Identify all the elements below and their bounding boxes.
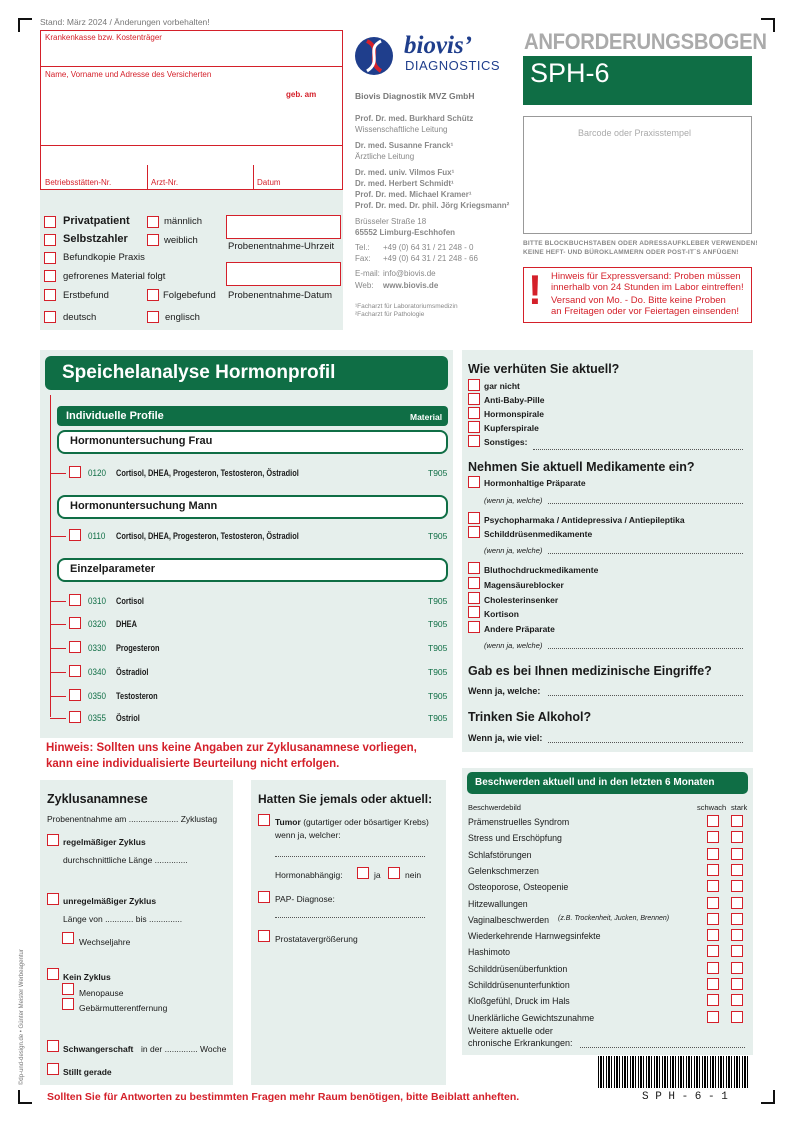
chol-med-label: Cholesterinsenker bbox=[484, 595, 559, 605]
test-0350-checkbox[interactable] bbox=[69, 689, 81, 701]
beschwerde-schwach-checkbox[interactable] bbox=[707, 1011, 719, 1023]
psycho-med-label: Psychopharmaka / Antidepressiva / Antiepileptika bbox=[484, 515, 685, 525]
express-line-4: an Freitagen oder vor Feiertagen einsenden! bbox=[551, 306, 740, 317]
zyklus-probe: Probenentnahme am ..................... Zyklustag bbox=[47, 814, 218, 824]
beschwerde-stark-checkbox[interactable] bbox=[731, 913, 743, 925]
beschwerde-stark-checkbox[interactable] bbox=[731, 945, 743, 957]
maennlich-checkbox[interactable] bbox=[147, 216, 159, 228]
insurance-box bbox=[40, 30, 343, 190]
alkohol-title: Trinken Sie Alkohol? bbox=[468, 710, 592, 724]
blut-med-label: Bluthochdruckmedikamente bbox=[484, 565, 599, 575]
beschwerde-label: Schilddrüsenüberfunktion bbox=[468, 963, 568, 974]
kort-med-label: Kortison bbox=[484, 609, 519, 619]
chol-med-checkbox[interactable] bbox=[468, 592, 480, 604]
test-0110-checkbox[interactable] bbox=[69, 529, 81, 541]
lab-web-label: Web: bbox=[355, 281, 374, 290]
beschwerde-stark-checkbox[interactable] bbox=[731, 815, 743, 827]
probedatum-label: Probenentnahme-Datum bbox=[228, 290, 333, 301]
magen-med-checkbox[interactable] bbox=[468, 577, 480, 589]
befundkopie-checkbox[interactable] bbox=[44, 252, 56, 264]
tree-branch bbox=[50, 648, 66, 649]
beschwerde-label: Schlafstörungen bbox=[468, 849, 532, 860]
lab-mail-label: E-mail: bbox=[355, 269, 380, 278]
test-0340-checkbox[interactable] bbox=[69, 665, 81, 677]
regel-laenge: durchschnittliche Länge .............. bbox=[63, 855, 188, 865]
test-code: 0340 bbox=[88, 667, 106, 678]
lab-tel-label: Tel.: bbox=[355, 243, 370, 252]
stillt-label: Stillt gerade bbox=[63, 1067, 112, 1077]
section-title: Speichelanalyse Hormonprofil bbox=[62, 362, 336, 383]
test-material: T905 bbox=[428, 643, 448, 653]
beschwerde-label: Osteoporose, Osteopenie bbox=[468, 882, 569, 893]
unregel-checkbox[interactable] bbox=[47, 893, 59, 905]
weitere-line-2: chronische Erkrankungen: bbox=[468, 1038, 573, 1048]
kein-zyklus-label: Kein Zyklus bbox=[63, 972, 111, 982]
lab-p1-role: Wissenschaftliche Leitung bbox=[355, 125, 448, 134]
lab-fax: +49 (0) 64 31 / 21 248 - 66 bbox=[383, 254, 478, 263]
test-material: T905 bbox=[428, 691, 448, 701]
verhueten-title: Wie verhüten Sie aktuell? bbox=[468, 362, 620, 376]
psycho-med-checkbox[interactable] bbox=[468, 512, 480, 524]
beschwerde-label: Gelenkschmerzen bbox=[468, 865, 539, 876]
cycle-hint-line-2: kann eine individualisierte Beurteilung nicht erfolgen. bbox=[46, 758, 340, 770]
verhueten-checkbox[interactable] bbox=[468, 407, 480, 419]
material-label: Material bbox=[410, 412, 443, 422]
beschwerde-label: Vaginalbeschwerden bbox=[468, 914, 550, 925]
lab-street: Brüsseler Straße 18 bbox=[355, 217, 427, 226]
tumor-label bbox=[275, 817, 429, 827]
beschwerden-title: Beschwerden aktuell und in den letzten 6 Monaten bbox=[475, 777, 715, 788]
hormonab-label: Hormonabhängig: bbox=[275, 870, 343, 880]
beschwerde-stark-checkbox[interactable] bbox=[731, 864, 743, 876]
gebaer-checkbox[interactable] bbox=[62, 998, 74, 1010]
vag-note: (z.B. Trockenheit, Jucken, Brennen) bbox=[558, 915, 670, 922]
andere-med-which: (wenn ja, welche) bbox=[484, 641, 543, 650]
date-label: Datum bbox=[257, 178, 281, 187]
beschwerde-schwach-checkbox[interactable] bbox=[707, 831, 719, 843]
verhueten-label: Kupferspirale bbox=[484, 423, 539, 433]
meno-label: Menopause bbox=[79, 988, 124, 998]
andere-med-label: Andere Präparate bbox=[484, 624, 555, 634]
privatpatient-label: Privatpatient bbox=[63, 215, 130, 227]
hormonab-ja-checkbox[interactable] bbox=[357, 867, 369, 879]
no-clips-note: KEINE HEFT- UND BÜROKLAMMERN ODER POST-IT´S ANFÜGEN! bbox=[523, 249, 739, 256]
frau-label: Hormonuntersuchung Frau bbox=[70, 435, 213, 447]
test-0120-checkbox[interactable] bbox=[69, 466, 81, 478]
schild-med-label: Schilddrüsenmedikamente bbox=[484, 529, 593, 539]
test-code: 0355 bbox=[88, 713, 106, 724]
deutsch-checkbox[interactable] bbox=[44, 311, 56, 323]
uhrzeit-input[interactable] bbox=[226, 215, 341, 239]
tree-branch bbox=[50, 672, 66, 673]
verhueten-checkbox[interactable] bbox=[468, 421, 480, 433]
tumor-checkbox[interactable] bbox=[258, 814, 270, 826]
weitere-input[interactable] bbox=[580, 1047, 745, 1048]
meno-checkbox[interactable] bbox=[62, 983, 74, 995]
tree-branch bbox=[50, 536, 66, 537]
beschwerde-stark-checkbox[interactable] bbox=[731, 1011, 743, 1023]
beschwerde-stark-checkbox[interactable] bbox=[731, 929, 743, 941]
crop-mark-bl bbox=[18, 1090, 32, 1104]
test-material: T905 bbox=[428, 468, 448, 478]
lab-p6: Prof. Dr. med. Dr. phil. Jörg Kriegsmann² bbox=[355, 201, 510, 210]
verhueten-label: Anti-Baby-Pille bbox=[484, 395, 545, 405]
wechsel-label: Wechseljahre bbox=[79, 937, 131, 947]
express-exclamation-icon: ! bbox=[528, 266, 542, 313]
test-material: T905 bbox=[428, 713, 448, 723]
beschwerde-schwach-checkbox[interactable] bbox=[707, 880, 719, 892]
side-credit: ©dp-und-design.de • Günter Meister Werbeagentur bbox=[19, 949, 25, 1085]
express-line-2: innerhalb von 24 Stunden im Labor eintreffen! bbox=[551, 282, 744, 293]
test-0355-checkbox[interactable] bbox=[69, 711, 81, 723]
pap-checkbox[interactable] bbox=[258, 891, 270, 903]
regel-checkbox[interactable] bbox=[47, 834, 59, 846]
beschwerden-col-label: Beschwerdebild bbox=[468, 803, 521, 812]
lab-name: Biovis Diagnostik MVZ GmbH bbox=[355, 91, 475, 101]
schwanger-label: Schwangerschaft bbox=[63, 1044, 134, 1054]
hormon-med-which: (wenn ja, welche) bbox=[484, 496, 543, 505]
wechsel-checkbox[interactable] bbox=[62, 932, 74, 944]
gebaer-label: Gebärmutterentfernung bbox=[79, 1003, 168, 1013]
uhrzeit-label: Probenentnahme-Uhrzeit bbox=[228, 241, 335, 252]
gefroren-checkbox[interactable] bbox=[44, 270, 56, 282]
deutsch-label: deutsch bbox=[63, 312, 97, 323]
verhueten-label: Hormonspirale bbox=[484, 409, 544, 419]
lab-footnote-2: ²Facharzt für Pathologie bbox=[355, 311, 425, 318]
beschwerde-schwach-checkbox[interactable] bbox=[707, 913, 719, 925]
test-name: Cortisol, DHEA, Progesteron, Testosteron, Östradiol bbox=[116, 468, 299, 478]
unregel-laenge: Länge von ............ bis .............. bbox=[63, 914, 183, 924]
lab-p4: Dr. med. Herbert Schmidt¹ bbox=[355, 179, 454, 188]
test-code: 0310 bbox=[88, 596, 106, 607]
barcode-stamp-label: Barcode oder Praxisstempel bbox=[578, 128, 692, 138]
prostata-checkbox[interactable] bbox=[258, 930, 270, 942]
lab-fax-label: Fax: bbox=[355, 254, 371, 263]
maennlich-label: männlich bbox=[164, 216, 203, 227]
hormonab-nein-checkbox[interactable] bbox=[388, 867, 400, 879]
selbstzahler-label: Selbstzahler bbox=[63, 233, 128, 245]
tree-branch bbox=[50, 601, 66, 602]
test-name: Progesteron bbox=[116, 643, 160, 653]
test-0320-checkbox[interactable] bbox=[69, 617, 81, 629]
englisch-label: englisch bbox=[165, 312, 200, 323]
name-label: Name, Vorname und Adresse des Versicherten bbox=[45, 70, 212, 79]
test-name: DHEA bbox=[116, 619, 137, 629]
betriebsstaette-label: Betriebsstätten-Nr. bbox=[45, 178, 112, 187]
form-title: ANFORDERUNGSBOGEN bbox=[524, 29, 767, 54]
stark-col-label: stark bbox=[731, 803, 748, 812]
beschwerde-stark-checkbox[interactable] bbox=[731, 831, 743, 843]
beschwerde-schwach-checkbox[interactable] bbox=[707, 962, 719, 974]
beschwerde-label: Wiederkehrende Harnwegsinfekte bbox=[468, 931, 601, 942]
unregel-label: unregelmäßiger Zyklus bbox=[63, 896, 157, 906]
lab-footnote-1: ¹Facharzt für Laboratoriumsmedizin bbox=[355, 303, 458, 310]
beschwerde-label: Schilddrüsenunterfunktion bbox=[468, 980, 570, 990]
tree-branch bbox=[50, 624, 66, 625]
lab-tel: +49 (0) 64 31 / 21 248 - 0 bbox=[383, 243, 474, 252]
test-code: 0330 bbox=[88, 643, 106, 654]
medikamente-title: Nehmen Sie aktuell Medikamente ein? bbox=[468, 460, 695, 474]
pap-label: PAP- Diagnose: bbox=[275, 894, 335, 904]
beschwerde-schwach-checkbox[interactable] bbox=[707, 848, 719, 860]
profiles-label: Individuelle Profile bbox=[66, 410, 164, 422]
erstbefund-checkbox[interactable] bbox=[44, 289, 56, 301]
alkohol-input[interactable] bbox=[548, 742, 743, 743]
verhueten-checkbox[interactable] bbox=[468, 435, 480, 447]
privatpatient-checkbox[interactable] bbox=[44, 216, 56, 228]
test-name: Östriol bbox=[116, 713, 140, 723]
express-line-3: Versand von Mo. - Do. Bitte keine Proben bbox=[551, 295, 726, 306]
lab-city: 65552 Limburg-Eschhofen bbox=[355, 228, 456, 237]
probedatum-input[interactable] bbox=[226, 262, 341, 286]
beschwerde-stark-checkbox[interactable] bbox=[731, 848, 743, 860]
weiblich-checkbox[interactable] bbox=[147, 234, 159, 246]
selbstzahler-checkbox[interactable] bbox=[44, 234, 56, 246]
tumor-label-detail: (gutartiger oder bösartiger Krebs) bbox=[303, 817, 429, 827]
lab-p5: Prof. Dr. med. Michael Kramer¹ bbox=[355, 190, 472, 199]
einzel-label: Einzelparameter bbox=[70, 563, 155, 575]
folgebefund-checkbox[interactable] bbox=[147, 289, 159, 301]
stand-note: Stand: März 2024 / Änderungen vorbehalten! bbox=[40, 17, 210, 27]
befundkopie-label: Befundkopie Praxis bbox=[63, 252, 145, 263]
arzt-nr-label: Arzt-Nr. bbox=[151, 178, 179, 187]
beschwerde-schwach-checkbox[interactable] bbox=[707, 929, 719, 941]
beschwerde-schwach-checkbox[interactable] bbox=[707, 945, 719, 957]
beschwerde-schwach-checkbox[interactable] bbox=[707, 897, 719, 909]
beschwerde-schwach-checkbox[interactable] bbox=[707, 815, 719, 827]
kort-med-checkbox[interactable] bbox=[468, 606, 480, 618]
test-code: 0350 bbox=[88, 691, 106, 702]
test-name: Cortisol, DHEA, Progesteron, Testosteron, Östradiol bbox=[116, 531, 299, 541]
eingriffe-label: Wenn ja, welche: bbox=[468, 686, 541, 696]
test-0330-checkbox[interactable] bbox=[69, 641, 81, 653]
beschwerde-label: Unerklärliche Gewichtszunahme bbox=[468, 1012, 595, 1023]
test-name: Östradiol bbox=[116, 667, 149, 677]
blut-med-checkbox[interactable] bbox=[468, 562, 480, 574]
lab-web: www.biovis.de bbox=[383, 281, 439, 290]
hormonab-ja-label: ja bbox=[374, 870, 381, 880]
englisch-checkbox[interactable] bbox=[147, 311, 159, 323]
form-code: SPH-6 bbox=[530, 58, 610, 88]
test-0310-checkbox[interactable] bbox=[69, 594, 81, 606]
verhueten-checkbox[interactable] bbox=[468, 393, 480, 405]
logo-sub: DIAGNOSTICS bbox=[405, 58, 501, 73]
kein-zyklus-checkbox[interactable] bbox=[47, 968, 59, 980]
verhueten-label: gar nicht bbox=[484, 381, 520, 391]
crop-mark-br bbox=[761, 1090, 775, 1104]
stillt-checkbox[interactable] bbox=[47, 1063, 59, 1075]
test-material: T905 bbox=[428, 667, 448, 677]
footer-note: Sollten Sie für Antworten zu bestimmten Fragen mehr Raum benötigen, bitte Beiblatt anheften. bbox=[47, 1091, 520, 1103]
test-material: T905 bbox=[428, 531, 448, 541]
express-line-1: Hinweis für Expressversand: Proben müssen bbox=[551, 271, 741, 282]
magen-med-label: Magensäureblocker bbox=[484, 580, 564, 590]
beschwerde-label: Kloßgefühl, Druck im Hals bbox=[468, 996, 570, 1007]
gefroren-label: gefrorenes Material folgt bbox=[63, 271, 166, 282]
form-barcode bbox=[598, 1056, 749, 1088]
beschwerde-schwach-checkbox[interactable] bbox=[707, 864, 719, 876]
lab-p3: Dr. med. univ. Vilmos Fux¹ bbox=[355, 168, 455, 177]
beschwerde-schwach-checkbox[interactable] bbox=[707, 978, 719, 990]
weiblich-label: weiblich bbox=[164, 235, 198, 246]
barcode-text: S P H - 6 - 1 bbox=[642, 1091, 728, 1103]
verhueten-checkbox[interactable] bbox=[468, 379, 480, 391]
lab-p1: Prof. Dr. med. Burkhard Schütz bbox=[355, 114, 474, 123]
block-letters-note: BITTE BLOCKBUCHSTABEN ODER ADRESSAUFKLEBER VERWENDEN! bbox=[523, 240, 758, 247]
eingriffe-title: Gab es bei Ihnen medizinische Eingriffe? bbox=[468, 664, 712, 678]
test-material: T905 bbox=[428, 619, 448, 629]
crop-mark-tl bbox=[18, 18, 32, 32]
schwanger-checkbox[interactable] bbox=[47, 1040, 59, 1052]
alkohol-label: Wenn ja, wie viel: bbox=[468, 733, 543, 743]
beschwerde-stark-checkbox[interactable] bbox=[731, 994, 743, 1006]
tumor-welcher: wenn ja, welcher: bbox=[275, 830, 341, 840]
test-code: 0120 bbox=[88, 468, 106, 479]
hormon-med-label: Hormonhaltige Präparate bbox=[484, 478, 586, 488]
cycle-hint-line-1: Hinweis: Sollten uns keine Angaben zur Zyklusanamnese vorliegen, bbox=[46, 742, 417, 754]
test-code: 0320 bbox=[88, 619, 106, 630]
lab-p2-role: Ärztliche Leitung bbox=[355, 152, 415, 161]
lab-mail: info@biovis.de bbox=[383, 269, 436, 278]
beschwerde-label: Hashimoto bbox=[468, 947, 511, 958]
beschwerde-label: Prämenstruelles Syndrom bbox=[468, 817, 570, 827]
zyklus-title: Zyklusanamnese bbox=[47, 792, 148, 806]
regel-label: regelmäßiger Zyklus bbox=[63, 837, 146, 847]
beschwerde-label: Stress und Erschöpfung bbox=[468, 833, 562, 844]
test-material: T905 bbox=[428, 596, 448, 606]
hormon-med-checkbox[interactable] bbox=[468, 476, 480, 488]
tree-branch bbox=[50, 473, 66, 474]
tree-branch bbox=[50, 718, 66, 719]
tree-line bbox=[50, 395, 57, 717]
insurance-label: Krankenkasse bzw. Kostenträger bbox=[45, 33, 162, 42]
mann-label: Hormonuntersuchung Mann bbox=[70, 500, 218, 512]
hormonab-nein-label: nein bbox=[405, 870, 422, 880]
birthdate-label: geb. am bbox=[286, 90, 317, 99]
tree-branch bbox=[50, 696, 66, 697]
biovis-logo-icon bbox=[355, 37, 393, 75]
logo-name: biovis’ bbox=[404, 32, 473, 59]
lab-p2: Dr. med. Susanne Franck¹ bbox=[355, 141, 454, 150]
prostata-label: Prostatavergrößerung bbox=[275, 934, 358, 944]
tumor-label-bold: Tumor bbox=[275, 817, 301, 827]
hatten-title: Hatten Sie jemals oder aktuell: bbox=[258, 792, 433, 806]
test-name: Testosteron bbox=[116, 691, 158, 701]
schild-med-checkbox[interactable] bbox=[468, 526, 480, 538]
erstbefund-label: Erstbefund bbox=[63, 290, 109, 301]
weitere-line-1: Weitere aktuelle oder bbox=[468, 1026, 553, 1036]
beschwerde-stark-checkbox[interactable] bbox=[731, 897, 743, 909]
folgebefund-label: Folgebefund bbox=[163, 290, 216, 301]
eingriffe-input[interactable] bbox=[548, 695, 743, 696]
schwanger-woche: in der .............. Woche bbox=[141, 1044, 227, 1054]
schild-med-which: (wenn ja, welche) bbox=[484, 546, 543, 555]
beschwerde-schwach-checkbox[interactable] bbox=[707, 994, 719, 1006]
test-name: Cortisol bbox=[116, 596, 144, 606]
verhueten-label: Sonstiges: bbox=[484, 437, 528, 447]
test-code: 0110 bbox=[88, 531, 106, 542]
beschwerde-stark-checkbox[interactable] bbox=[731, 880, 743, 892]
beschwerde-stark-checkbox[interactable] bbox=[731, 962, 743, 974]
andere-med-checkbox[interactable] bbox=[468, 621, 480, 633]
beschwerde-label: Hitzewallungen bbox=[468, 898, 528, 909]
beschwerde-stark-checkbox[interactable] bbox=[731, 978, 743, 990]
schwach-col-label: schwach bbox=[697, 803, 727, 812]
